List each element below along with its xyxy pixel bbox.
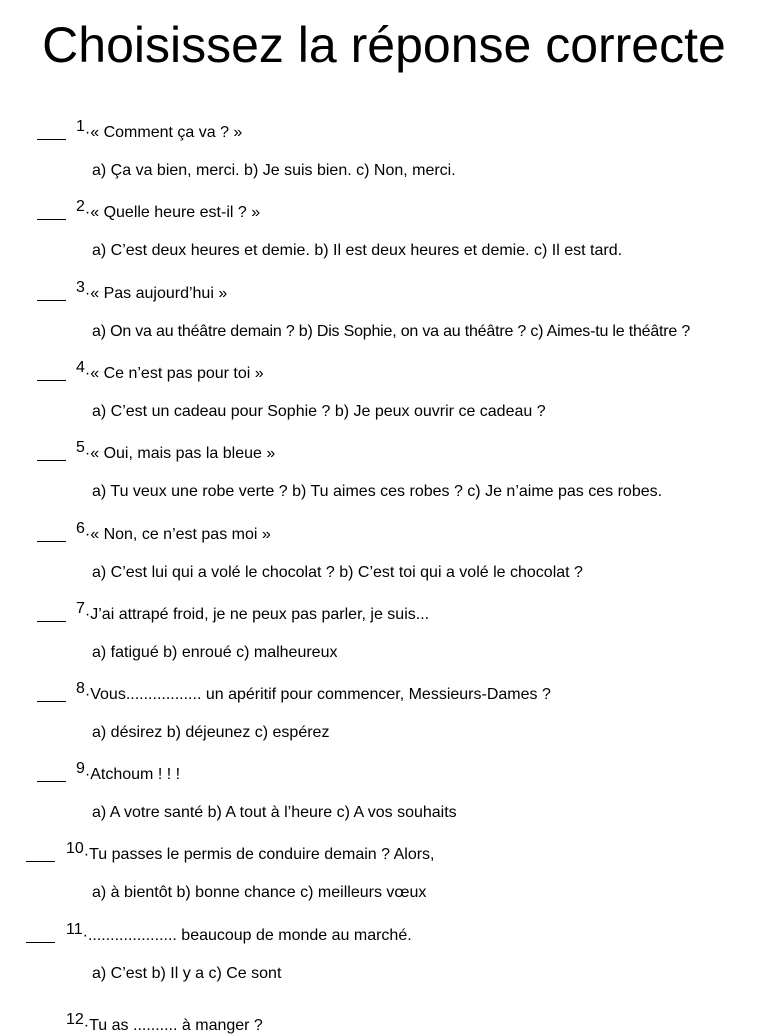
question-number: 10 [66,840,84,857]
question-number: 5 [76,439,85,456]
question-number: 11 [66,921,83,938]
answer-options: a) fatigué b) enroué c) malheureux [92,644,338,661]
question-number: 12 [66,1011,84,1028]
answer-options: a) C’est un cadeau pour Sophie ? b) Je peux ouvrir ce cadeau ? [92,403,546,420]
question-7 [0,600,768,685]
question-prompt: ·« Pas aujourd’hui » [84,285,228,302]
question-line [76,439,276,464]
question-line [66,840,435,865]
question-4 [0,359,768,444]
question-number: 6 [76,520,85,537]
answer-options: a) désirez b) déjeunez c) espérez [92,724,330,741]
answer-options: a) C’est b) Il y a c) Ce sont [92,965,282,982]
question-2 [0,198,768,283]
question-prompt: ·« Ce n’est pas pour toi » [84,365,264,382]
question-prompt: ·Vous................. un apéritif pour commencer, Messieurs-Dames ? [84,686,551,703]
answer-blank[interactable] [37,781,66,782]
answer-blank[interactable] [37,380,66,381]
answer-blank[interactable] [37,621,66,622]
question-prompt: ·« Non, ce n’est pas moi » [84,526,271,543]
question-3 [0,279,768,364]
question-10 [0,840,768,925]
answer-blank[interactable] [26,861,55,862]
question-1 [0,118,768,203]
question-12 [0,1010,768,1034]
question-line [76,520,271,545]
question-line [76,279,228,304]
answer-options: a) On va au théâtre demain ? b) Dis Sophie, on va au théâtre ? c) Aimes-tu le théâtre ? [92,323,691,340]
question-number: 9 [76,760,85,777]
question-line [76,118,243,143]
question-number: 2 [76,198,85,215]
answer-blank[interactable] [37,460,66,461]
answer-options: a) C’est deux heures et demie. b) Il est deux heures et demie. c) Il est tard. [92,242,623,259]
question-number: 3 [76,279,85,296]
question-line [76,198,261,223]
question-line [76,600,430,625]
question-prompt: ·Tu as .......... à manger ? [83,1017,263,1034]
answer-blank[interactable] [37,701,66,702]
question-number: 8 [76,680,85,697]
question-line [76,680,551,705]
question-prompt: ·.................... beaucoup de monde au marché. [82,927,412,944]
question-prompt: ·J’ai attrapé froid, je ne peux pas parler, je suis... [84,606,430,623]
question-5 [0,439,768,524]
question-prompt: ·Tu passes le permis de conduire demain ? Alors, [83,846,435,863]
answer-options: a) C’est lui qui a volé le chocolat ? b) C’est toi qui a volé le chocolat ? [92,564,583,581]
question-number: 7 [76,600,85,617]
question-line [66,921,412,946]
question-prompt: ·« Quelle heure est-il ? » [84,204,261,221]
answer-blank[interactable] [26,942,55,943]
question-prompt: ·« Oui, mais pas la bleue » [84,445,276,462]
question-9 [0,760,768,845]
question-line [66,1011,263,1036]
answer-options: a) à bientôt b) bonne chance c) meilleurs vœux [92,884,427,901]
answer-options: a) Tu veux une robe verte ? b) Tu aimes ces robes ? c) Je n’aime pas ces robes. [92,483,663,500]
question-line [76,359,264,384]
answer-blank[interactable] [37,219,66,220]
question-line [76,760,181,785]
answer-blank[interactable] [37,139,66,140]
question-number: 1 [76,118,85,135]
question-prompt: ·Atchoum ! ! ! [84,766,181,783]
answer-blank[interactable] [37,541,66,542]
question-8 [0,680,768,765]
question-number: 4 [76,359,85,376]
question-6 [0,520,768,605]
question-prompt: ·« Comment ça va ? » [84,124,243,141]
question-11 [0,921,768,1006]
answer-blank[interactable] [37,300,66,301]
answer-options: a) A votre santé b) A tout à l’heure c) A vos souhaits [92,804,457,821]
answer-options: a) Ça va bien, merci. b) Je suis bien. c) Non, merci. [92,162,456,179]
page-title: Choisissez la réponse correcte [42,17,726,73]
